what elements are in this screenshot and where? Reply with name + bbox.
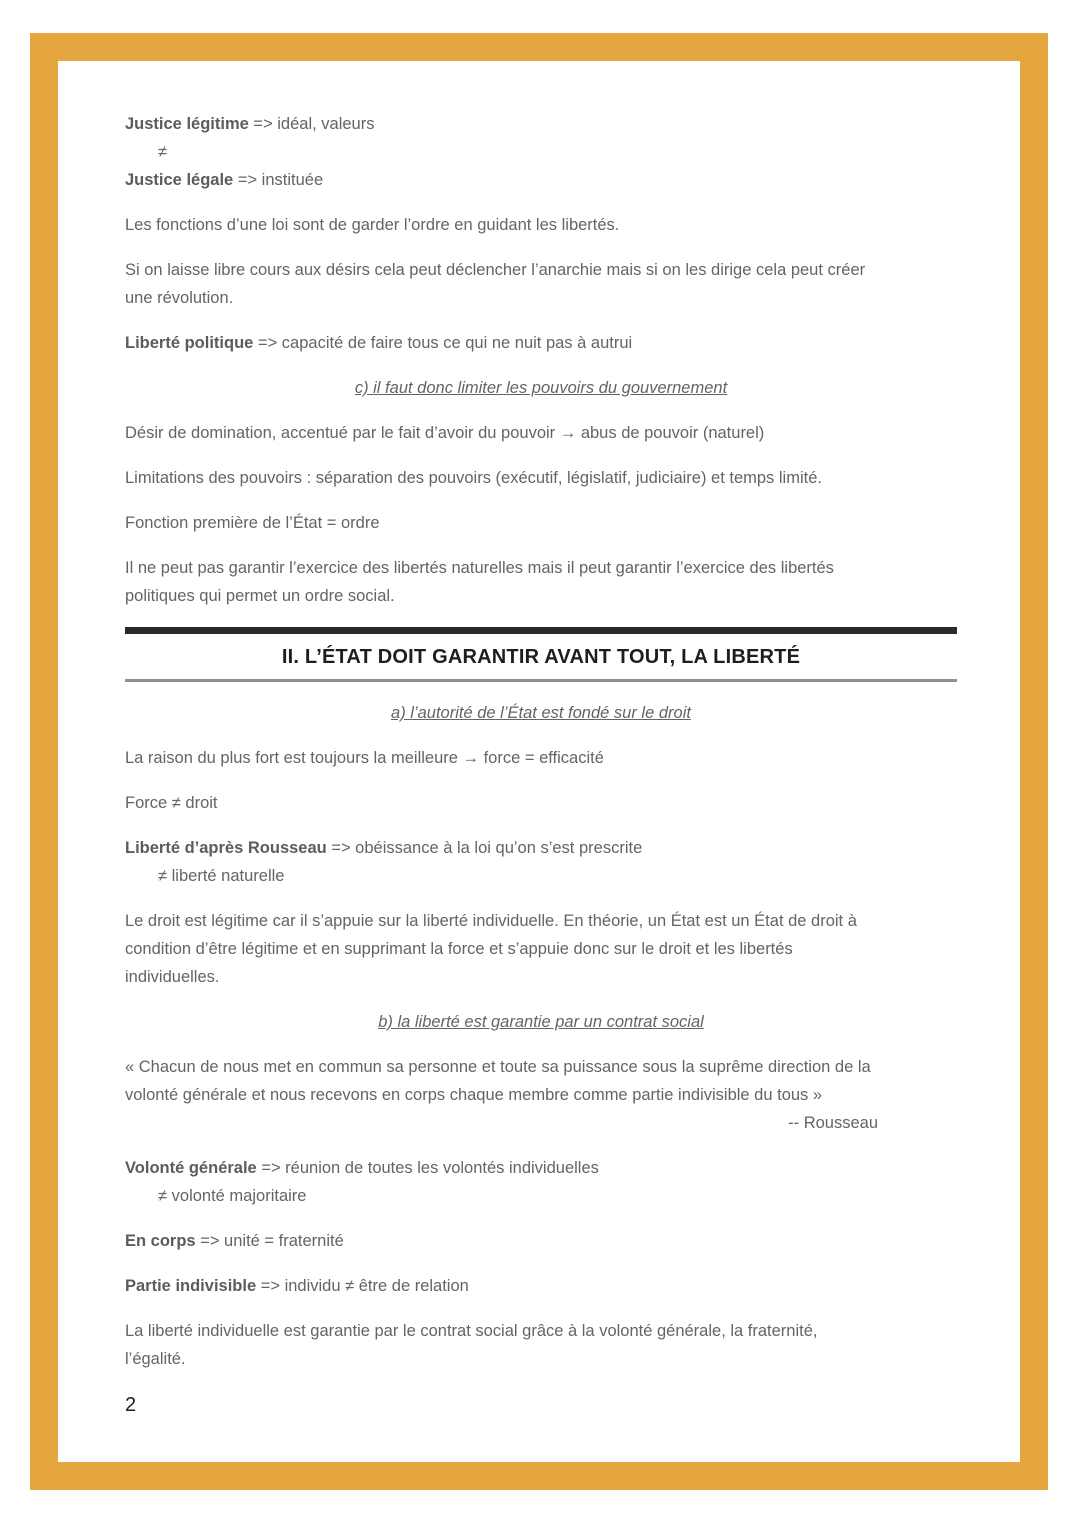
paragraph-line: Si on laisse libre cours aux désirs cela peut déclencher l’anarchie mais si on les dirige cela peut créer bbox=[125, 261, 866, 279]
subsection-heading-text: c) il faut donc limiter les pouvoirs du gouvernement bbox=[354, 379, 728, 397]
definition-line: Partie indivisible => individu ≠ être de relation bbox=[125, 1277, 469, 1295]
paragraph-line: l’égalité. bbox=[125, 1350, 186, 1368]
paragraph-line: politiques qui permet un ordre social. bbox=[125, 587, 395, 605]
definition-term: En corps bbox=[125, 1232, 196, 1250]
paragraph-line: Fonction première de l’État = ordre bbox=[125, 514, 380, 532]
subsection-heading bbox=[125, 1008, 957, 1036]
section-heading-block bbox=[125, 627, 957, 682]
definition-block bbox=[125, 166, 957, 194]
definition-line: En corps => unité = fraternité bbox=[125, 1232, 344, 1250]
paragraph bbox=[125, 554, 957, 610]
definition-line: Justice légale => instituée bbox=[125, 171, 324, 189]
paragraph bbox=[125, 509, 957, 537]
definition-subline: ≠ liberté naturelle bbox=[158, 867, 285, 885]
definition-line: Liberté politique => capacité de faire tous ce qui ne nuit pas à autrui bbox=[125, 334, 633, 352]
paragraph bbox=[125, 789, 957, 817]
definition-block bbox=[125, 1272, 957, 1300]
definition-term: Liberté politique bbox=[125, 334, 254, 352]
paragraph-line: Force ≠ droit bbox=[125, 794, 218, 812]
definition-line: Volonté générale => réunion de toutes les volontés individuelles bbox=[125, 1159, 599, 1177]
section-heading: II. L’ÉTAT DOIT GARANTIR AVANT TOUT, LA LIBERTÉ bbox=[281, 646, 801, 668]
paragraph-line: condition d’être légitime et en supprimant la force et s’appuie donc sur le droit et les libertés bbox=[125, 940, 793, 958]
quote-line: volonté générale et nous recevons en corps chaque membre comme partie indivisible du tous » bbox=[125, 1086, 823, 1104]
definition-term: Partie indivisible bbox=[125, 1277, 257, 1295]
paragraph bbox=[125, 464, 957, 492]
paragraph-line: Le droit est légitime car il s’appuie sur la liberté individuelle. En théorie, un État est un État de droit à bbox=[125, 912, 857, 930]
definition-block bbox=[125, 1154, 957, 1210]
paragraph-line: une révolution. bbox=[125, 289, 234, 307]
paragraph-line: La liberté individuelle est garantie par le contrat social grâce à la volonté générale, la fraternité, bbox=[125, 1322, 818, 1340]
definition-block bbox=[125, 110, 957, 166]
definition-block bbox=[125, 834, 957, 890]
subsection-heading-text: b) la liberté est garantie par un contrat social bbox=[378, 1013, 704, 1031]
paragraph-line: Désir de domination, accentué par le fait d’avoir du pouvoir → abus de pouvoir (naturel) bbox=[125, 424, 765, 442]
page-number: 2 bbox=[125, 1394, 137, 1416]
quote-text bbox=[125, 1053, 957, 1109]
quote-attribution: -- Rousseau bbox=[788, 1114, 878, 1132]
definition-term: Justice légitime bbox=[125, 115, 249, 133]
paragraph bbox=[125, 1317, 957, 1373]
definition-subline: ≠ volonté majoritaire bbox=[158, 1187, 307, 1205]
paragraph bbox=[125, 419, 957, 447]
paragraph bbox=[125, 256, 957, 312]
definition-term: Liberté d’après Rousseau bbox=[125, 839, 327, 857]
blocks-container bbox=[125, 110, 957, 1373]
paragraph bbox=[125, 211, 957, 239]
subsection-heading bbox=[125, 699, 957, 727]
paragraph bbox=[125, 744, 957, 772]
definition-line: Liberté d’après Rousseau => obéissance à la loi qu’on s’est prescrite bbox=[125, 839, 643, 857]
paragraph-line: individuelles. bbox=[125, 968, 220, 986]
quote-block bbox=[125, 1053, 957, 1137]
paragraph-line: Limitations des pouvoirs : séparation des pouvoirs (exécutif, législatif, judiciaire) et temps limité. bbox=[125, 469, 822, 487]
paragraph-line: Il ne peut pas garantir l’exercice des libertés naturelles mais il peut garantir l’exercice des libertés bbox=[125, 559, 834, 577]
subsection-heading bbox=[125, 374, 957, 402]
definition-subline: ≠ bbox=[158, 143, 168, 161]
definition-line: Justice légitime => idéal, valeurs bbox=[125, 115, 375, 133]
paragraph-line: Les fonctions d’une loi sont de garder l’ordre en guidant les libertés. bbox=[125, 216, 620, 234]
paragraph bbox=[125, 907, 957, 991]
definition-block bbox=[125, 1227, 957, 1255]
document-content bbox=[125, 110, 957, 1419]
definition-block bbox=[125, 329, 957, 357]
paragraph-line: La raison du plus fort est toujours la meilleure → force = efficacité bbox=[125, 749, 604, 767]
quote-line: « Chacun de nous met en commun sa personne et toute sa puissance sous la suprême direction de la bbox=[125, 1058, 871, 1076]
subsection-heading-text: a) l’autorité de l’État est fondé sur le droit bbox=[391, 704, 691, 722]
definition-term: Justice légale bbox=[125, 171, 234, 189]
definition-term: Volonté générale bbox=[125, 1159, 257, 1177]
